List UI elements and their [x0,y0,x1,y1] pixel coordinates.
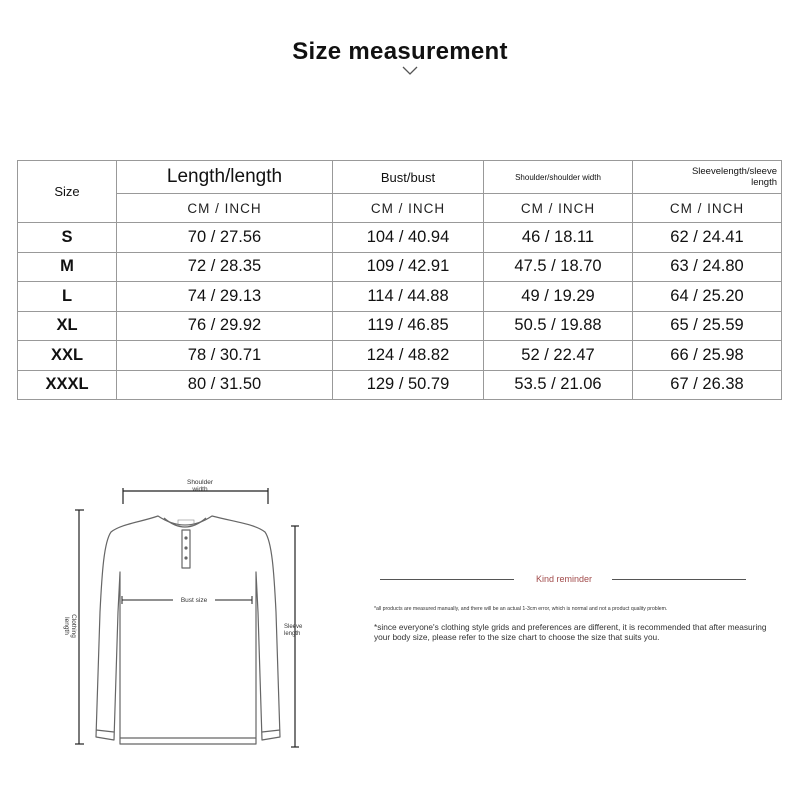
length-label-line2: length [63,617,70,635]
sleeve-length-label [284,624,308,638]
unit-label: CM / INCH [333,194,484,223]
table-header-row [18,161,782,194]
header-sleeve-line2: length [751,177,777,188]
reminder-divider-left [380,579,514,580]
sleeve-cell: 67 / 26.38 [633,370,782,400]
bust-cell: 104 / 40.94 [333,223,484,253]
shoulder-cell: 49 / 19.29 [484,282,633,312]
header-bust: Bust/bust [333,161,484,194]
header-sleeve [633,161,782,194]
header-length: Length/length [117,161,333,194]
table-row [18,223,782,253]
table-row [18,252,782,282]
unit-label: CM / INCH [117,194,333,223]
size-cell: L [18,282,117,312]
length-cell: 74 / 29.13 [117,282,333,312]
shoulder-cell: 50.5 / 19.88 [484,311,633,341]
shoulder-cell: 53.5 / 21.06 [484,370,633,400]
shoulder-label-line2: width [192,486,208,493]
bust-cell: 109 / 42.91 [333,252,484,282]
bust-cell: 119 / 46.85 [333,311,484,341]
table-row [18,282,782,312]
sleeve-cell: 64 / 25.20 [633,282,782,312]
size-cell: XXXL [18,370,117,400]
reminder-title: Kind reminder [535,574,593,584]
unit-label: CM / INCH [633,194,782,223]
size-cell: M [18,252,117,282]
length-cell: 76 / 29.92 [117,311,333,341]
size-cell: XXL [18,341,117,371]
shoulder-width-label [175,479,225,493]
shoulder-cell: 46 / 18.11 [484,223,633,253]
length-cell: 72 / 28.35 [117,252,333,282]
reminder-divider-right [612,579,746,580]
reminder-note-error: *all products are measured manually, and there will be an actual 1-3cm error, which is normal and not a product quality problem. [374,606,668,612]
size-cell: XL [18,311,117,341]
size-cell: S [18,223,117,253]
length-cell: 80 / 31.50 [117,370,333,400]
length-label-line1: Clothing [70,614,77,638]
sleeve-label-line2: length [284,631,301,637]
bust-cell: 114 / 44.88 [333,282,484,312]
header-sleeve-line1: Sleevelength/sleeve [691,166,777,177]
table-row [18,341,782,371]
table-row [18,370,782,400]
bust-cell: 129 / 50.79 [333,370,484,400]
sleeve-cell: 62 / 24.41 [633,223,782,253]
header-shoulder: Shoulder/shoulder width [484,161,633,194]
length-cell: 78 / 30.71 [117,341,333,371]
length-cell: 70 / 27.56 [117,223,333,253]
sleeve-cell: 63 / 24.80 [633,252,782,282]
size-table [17,160,782,400]
chevron-down-icon [402,66,418,76]
shoulder-cell: 47.5 / 18.70 [484,252,633,282]
header-size: Size [18,161,117,223]
table-unit-row [18,194,782,223]
reminder-note-recommendation: *since everyone's clothing style grids and preferences are different, it is recommended that after measuring your body size, please refer to the size chart to choose the size that suits you. [374,622,767,642]
bust-size-label: Bust size [180,597,208,604]
sleeve-cell: 65 / 25.59 [633,311,782,341]
page-title: Size measurement [292,38,508,65]
sleeve-label-line1: Sleeve [284,624,303,630]
shoulder-cell: 52 / 22.47 [484,341,633,371]
unit-label: CM / INCH [484,194,633,223]
clothing-length-label [63,611,77,641]
sleeve-cell: 66 / 25.98 [633,341,782,371]
shoulder-label-line1: Shoulder [186,479,214,486]
bust-cell: 124 / 48.82 [333,341,484,371]
shirt-diagram [30,462,330,782]
table-row [18,311,782,341]
